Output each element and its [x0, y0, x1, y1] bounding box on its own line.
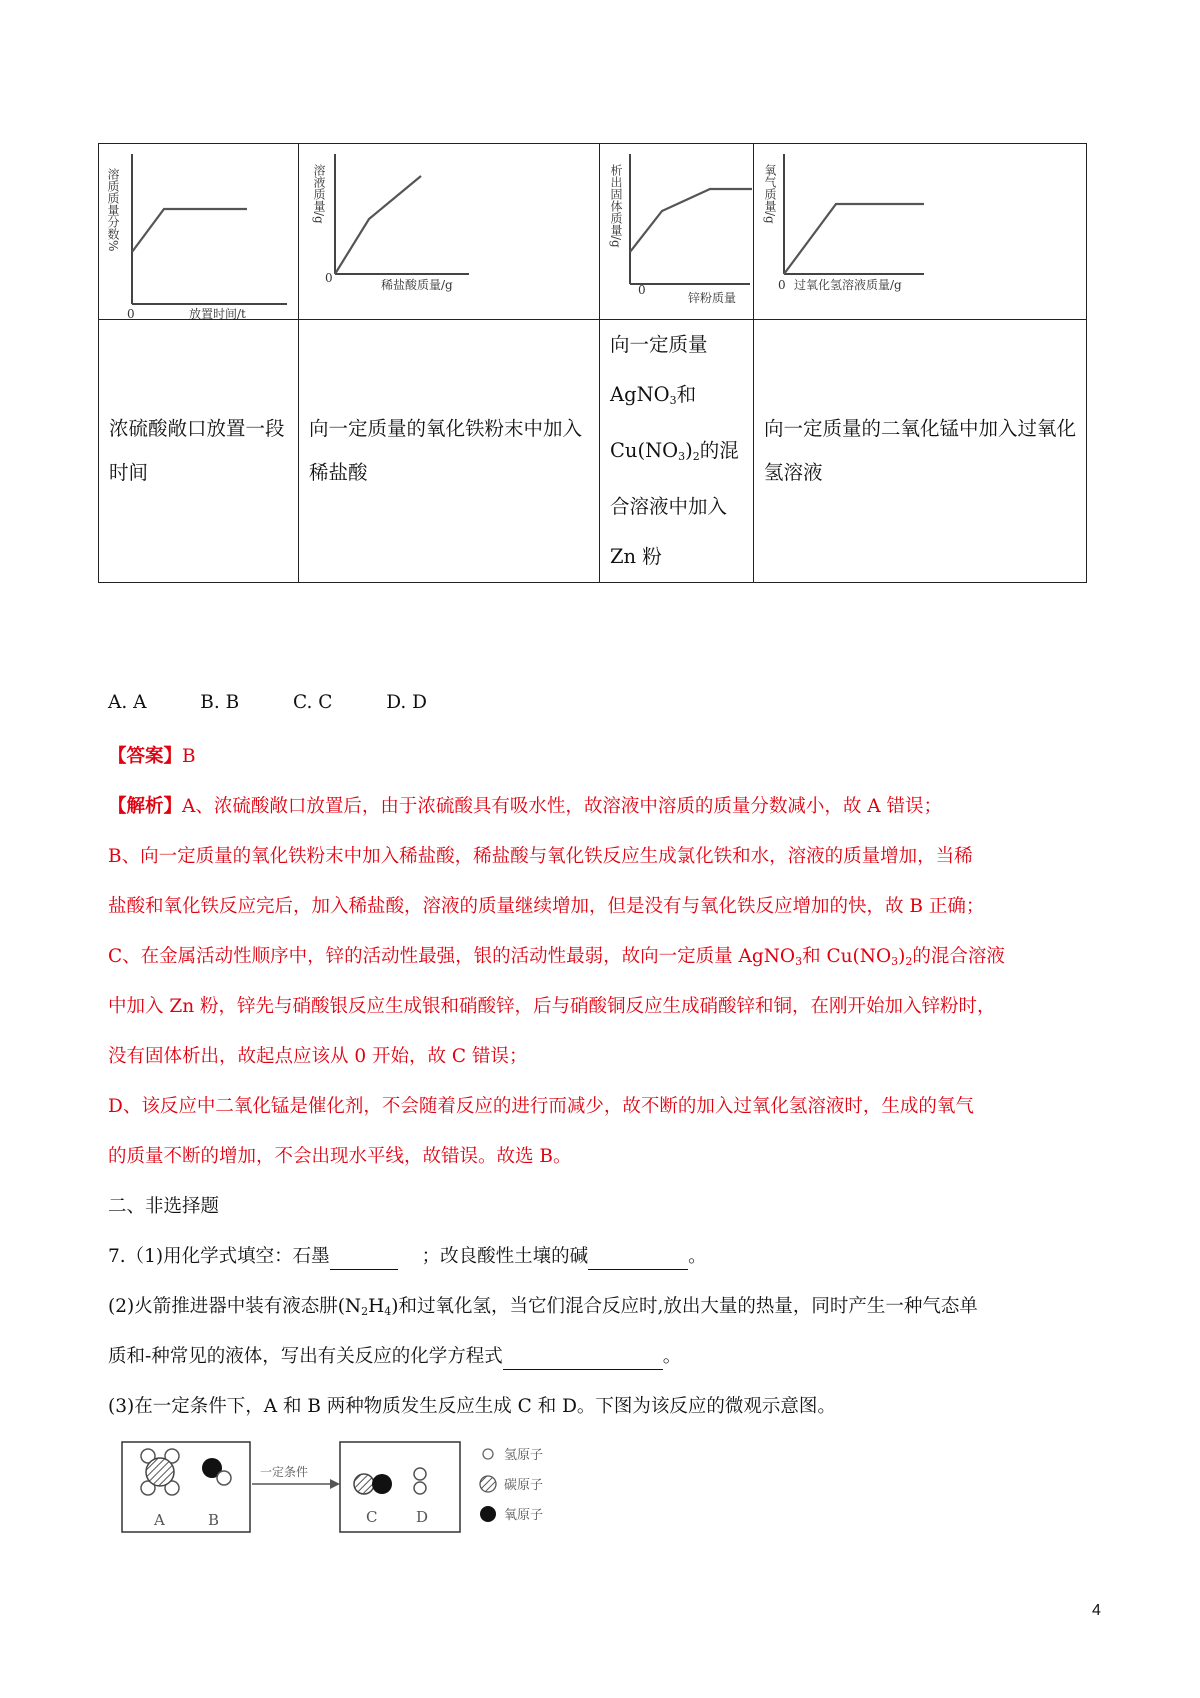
blank-graphite — [330, 1248, 398, 1270]
option-c: C. C — [293, 692, 333, 713]
analysis-line-7: D、该反应中二氧化锰是催化剂，不会随着反应的进行而减少，故不断的加入过氧化氢溶液时，生成的氧气 — [108, 1096, 974, 1117]
graph-a-origin: 0 — [127, 307, 135, 319]
reaction-diagram — [120, 1432, 640, 1542]
graph-a-ylabel: 溶质质量分数% — [106, 168, 120, 252]
desc-c-line5: Zn 粉 — [610, 545, 662, 568]
graph-b-origin: 0 — [325, 271, 333, 285]
blank-base — [588, 1248, 688, 1270]
analysis-line-8: 的质量不断的增加，不会出现水平线，故错误。故选 B。 — [108, 1146, 572, 1167]
analysis-label: 【解析】 — [108, 796, 183, 817]
options-row — [108, 692, 427, 713]
graph-cell-a — [99, 144, 299, 320]
label-a: A — [154, 1511, 165, 1529]
q7-part2-line2: 质和-种常见的液体，写出有关反应的化学方程式 。 — [108, 1342, 681, 1370]
desc-c-line2: AgNO$_3$和 — [610, 383, 697, 407]
arrow-label: 一定条件 — [260, 1465, 309, 1479]
graph-d-xlabel: 过氧化氢溶液质量/g — [794, 278, 902, 292]
option-d: D. D — [386, 692, 427, 713]
option-b: B. B — [200, 692, 240, 713]
legend-oxygen: 氧原子 — [504, 1508, 544, 1523]
desc-c-line4: 合溶液中加入 — [610, 495, 728, 518]
q7-part1: 7.（1)用化学式填空：石墨 ；改良酸性土壤的碱 。 — [108, 1242, 707, 1270]
graph-cell-c — [600, 144, 754, 320]
label-b: B — [208, 1511, 220, 1529]
legend-hydrogen: 氢原子 — [504, 1448, 544, 1463]
graph-a-xlabel: 放置时间/t — [189, 307, 246, 319]
graph-d — [754, 144, 1087, 319]
desc-b: 向一定质量的氧化铁粉末中加入稀盐酸 — [299, 320, 600, 583]
section-heading: 二、非选择题 — [108, 1196, 220, 1217]
graph-c — [600, 144, 754, 319]
graph-cell-d — [754, 144, 1087, 320]
desc-d: 向一定质量的二氧化锰中加入过氧化氢溶液 — [754, 320, 1087, 583]
graph-b — [299, 144, 600, 319]
graph-c-origin: 0 — [638, 283, 646, 297]
graph-c-ylabel: 析出固体质量/g — [609, 164, 623, 248]
label-c: C — [366, 1508, 378, 1526]
molecule-b — [202, 1458, 231, 1485]
molecule-c — [354, 1474, 392, 1494]
option-a: A. A — [108, 692, 147, 713]
molecule-d — [414, 1468, 426, 1494]
blank-equation — [503, 1348, 663, 1370]
graph-d-ylabel: 氧气质量/g — [763, 164, 777, 224]
answer-value: B — [182, 746, 196, 767]
desc-a: 浓硫酸敞口放置一段时间 — [99, 320, 299, 583]
molecule-a — [141, 1449, 179, 1495]
graph-c-xlabel: 锌粉质量 — [688, 291, 737, 305]
graph-b-xlabel: 稀盐酸质量/g — [381, 278, 453, 292]
analysis-line-1: 【解析】A、浓硫酸敞口放置后，由于浓硫酸具有吸水性，故溶液中溶质的质量分数减小，故 A 错误； — [108, 796, 943, 817]
analysis-line-6: 没有固体析出，故起点应该从 0 开始，故 C 错误； — [108, 1046, 528, 1067]
answer-line — [108, 742, 196, 768]
page-number: 4 — [1092, 1602, 1101, 1619]
graph-cell-b — [299, 144, 600, 320]
question-table — [98, 143, 1087, 583]
q7-part3: (3)在一定条件下，A 和 B 两种物质发生反应生成 C 和 D。下图为该反应的微观示意图。 — [108, 1396, 836, 1417]
graph-d-origin: 0 — [778, 278, 786, 292]
legend — [480, 1448, 543, 1523]
desc-c-line1: 向一定质量 — [610, 333, 708, 356]
answer-label: 【答案】 — [108, 746, 183, 767]
q7-part2-line1: (2)火箭推进器中装有液态肼$(N_2H_4)$和过氧化氢，当它们混合反应时,放出大量的热量，同时产生一种气态单 — [108, 1296, 978, 1318]
analysis-line-2: B、向一定质量的氧化铁粉末中加入稀盐酸，稀盐酸与氧化铁反应生成氯化铁和水，溶液的质量增加，当稀 — [108, 846, 973, 867]
graph-a — [99, 144, 299, 319]
desc-c-line3: $Cu(NO_3)_2$的混 — [610, 439, 739, 463]
analysis-line-3: 盐酸和氧化铁反应完后，加入稀盐酸，溶液的质量继续增加，但是没有与氧化铁反应增加的快，故 B 正确； — [108, 896, 985, 917]
analysis-line-5: 中加入 Zn 粉，锌先与硝酸银反应生成银和硝酸锌，后与硝酸铜反应生成硝酸锌和铜，在刚开始加入锌粉时， — [108, 996, 996, 1017]
analysis-line-4: C、在金属活动性顺序中，锌的活动性最强，银的活动性最弱，故向一定质量 AgNO$_3$和 $Cu(NO_3)_2$的混合溶液 — [108, 946, 1005, 968]
label-d: D — [416, 1508, 429, 1526]
desc-c — [600, 320, 754, 583]
legend-carbon: 碳原子 — [504, 1478, 544, 1493]
graph-b-ylabel: 溶液质量/g — [312, 164, 326, 224]
